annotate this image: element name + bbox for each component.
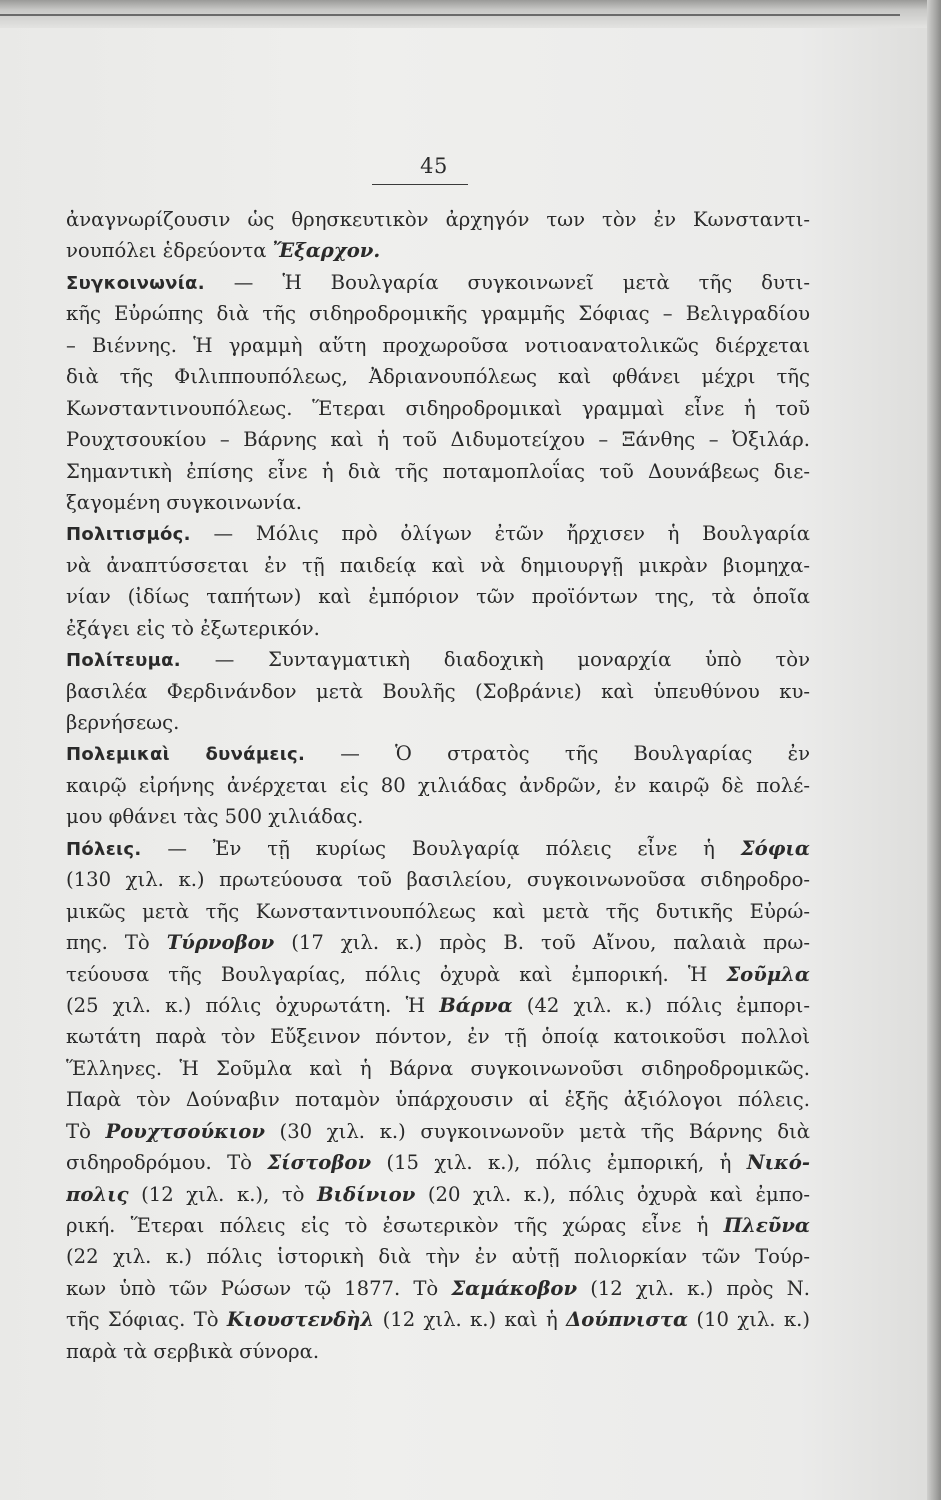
text-line bbox=[66, 1241, 810, 1272]
text-line bbox=[66, 267, 810, 298]
text-run: ξαγομένη συγκοινωνία. bbox=[66, 490, 302, 514]
text-line bbox=[66, 896, 810, 927]
text-run: τῆς Σόφιας. Τὸ bbox=[66, 1308, 227, 1332]
text-line bbox=[66, 361, 810, 392]
text-run: μου φθάνει τὰς 500 χιλιάδας. bbox=[66, 805, 364, 829]
text-run: κων ὑπὸ τῶν Ρώσων τῷ 1877. Τὸ bbox=[66, 1276, 452, 1300]
text-line bbox=[66, 1304, 810, 1335]
text-run: — Συνταγματικὴ διαδοχικὴ μοναρχία ὑπὸ τὸν bbox=[180, 648, 810, 672]
emphasized-name: Βάρνα bbox=[439, 993, 513, 1017]
text-run: Ρουχτσουκίου – Βάρνης καὶ ἡ τοῦ Διδυμοτείχου – Ξάνθης – Ὀξιλάρ. bbox=[66, 428, 810, 452]
text-line bbox=[66, 456, 810, 487]
text-line bbox=[66, 613, 810, 644]
text-run: νουπόλει ἑδρεύοντα bbox=[66, 239, 273, 263]
text-line bbox=[66, 550, 810, 581]
text-run: (30 χιλ. κ.) συγκοινωνοῦν μετὰ τῆς Βάρνης διὰ bbox=[264, 1119, 810, 1143]
section-heading: Πολεμικαὶ δυνάμεις. bbox=[66, 744, 306, 766]
text-line bbox=[66, 424, 810, 455]
text-run: (20 χιλ. κ.), πόλις ὀχυρὰ καὶ ἐμπο- bbox=[415, 1182, 810, 1206]
text-run: βασιλέα Φερδινάνδον μετὰ Βουλῆς (Σοβράνιε) καὶ ὑπευθύνου κυ- bbox=[66, 679, 810, 703]
text-run: ἐξάγει εἰς τὸ ἐξωτερικόν. bbox=[66, 616, 320, 640]
text-run: νίαν (ἰδίως ταπήτων) καὶ ἐμπόριον τῶν προϊόντων της, τὰ ὁποῖα bbox=[66, 585, 810, 609]
section-heading: Συγκοινωνία. bbox=[66, 272, 205, 294]
text-run: Ἕλληνες. Ἡ Σοῦμλα καὶ ἡ Βάρνα συγκοινωνοῦσι σιδηροδρομικῶς. bbox=[66, 1056, 810, 1080]
text-line bbox=[66, 1147, 810, 1178]
text-line bbox=[66, 235, 810, 266]
text-line bbox=[66, 581, 810, 612]
text-line bbox=[66, 644, 810, 675]
text-line bbox=[66, 487, 810, 518]
emphasized-name: Ρουχτσούκιον bbox=[105, 1119, 265, 1143]
text-run: νὰ ἀναπτύσσεται ἐν τῇ παιδείᾳ καὶ νὰ δημιουργῇ μικρὰν βιομηχα- bbox=[66, 553, 810, 577]
text-line bbox=[66, 204, 810, 235]
text-line bbox=[66, 864, 810, 895]
section-heading: Πολίτευμα. bbox=[66, 650, 181, 672]
text-line bbox=[66, 959, 810, 990]
text-run: (130 χιλ. κ.) πρωτεύουσα τοῦ βασιλείου, συγκοινωνοῦσα σιδηροδρο- bbox=[66, 868, 810, 892]
top-border-line bbox=[0, 14, 900, 16]
text-run: Παρὰ τὸν Δούναβιν ποταμὸν ὑπάρχουσιν αἱ ἑξῆς ἀξιόλογοι πόλεις. bbox=[66, 1088, 810, 1112]
text-run: πης. Τὸ bbox=[66, 931, 167, 955]
text-run: διὰ τῆς Φιλιππουπόλεως, Ἀδριανουπόλεως καὶ φθάνει μέχρι τῆς bbox=[66, 365, 810, 389]
emphasized-name: Σοῦμλα bbox=[726, 962, 810, 986]
text-line bbox=[66, 330, 810, 361]
emphasized-name: Νικό- bbox=[746, 1151, 810, 1175]
text-line bbox=[66, 707, 810, 738]
text-line bbox=[66, 393, 810, 424]
text-run: — Ἐν τῇ κυρίως Βουλγαρίᾳ πόλεις εἶνε ἡ bbox=[141, 836, 741, 860]
text-line bbox=[66, 1273, 810, 1304]
text-line bbox=[66, 1210, 810, 1241]
text-run: (17 χιλ. κ.) πρὸς Β. τοῦ Αἴνου, παλαιὰ πρω- bbox=[274, 931, 810, 955]
text-run: (12 χιλ. κ.), τὸ bbox=[128, 1182, 317, 1206]
emphasized-name: Σίστοβον bbox=[267, 1151, 372, 1175]
text-run: ἀναγνωρίζουσιν ὡς θρησκευτικὸν ἀρχηγόν των τὸν ἐν Κωνσταντι- bbox=[66, 208, 810, 231]
text-run: κωτάτη παρὰ τὸν Εὔξεινον πόντον, ἐν τῇ ὁποίᾳ κατοικοῦσι πολλοὶ bbox=[66, 1025, 810, 1049]
emphasized-name: Δούπνιστα bbox=[566, 1308, 689, 1332]
emphasized-name: Ἔξαρχον. bbox=[272, 239, 381, 263]
emphasized-name: πολις bbox=[66, 1182, 129, 1206]
text-line bbox=[66, 676, 810, 707]
text-line bbox=[66, 990, 810, 1021]
emphasized-name: Βιδίνιον bbox=[317, 1182, 416, 1206]
text-run: (10 χιλ. κ.) bbox=[688, 1308, 810, 1332]
text-run: κῆς Εὐρώπης διὰ τῆς σιδηροδρομικῆς γραμμῆς Σόφιας – Βελιγραδίου bbox=[66, 302, 810, 326]
text-run: ρική. Ἕτεραι πόλεις εἰς τὸ ἐσωτερικὸν τῆς χώρας εἶνε ἡ bbox=[66, 1214, 724, 1237]
text-run: τεύουσα τῆς Βουλγαρίας, πόλις ὀχυρὰ καὶ ἐμπορική. Ἡ bbox=[66, 962, 727, 986]
emphasized-name: Σόφια bbox=[740, 836, 810, 860]
text-line bbox=[66, 298, 810, 329]
text-run: Τὸ bbox=[66, 1119, 106, 1143]
emphasized-name: Σαμάκοβον bbox=[451, 1276, 578, 1300]
section-heading: Πολιτισμός. bbox=[66, 524, 191, 546]
text-run: καιρῷ εἰρήνης ἀνέρχεται εἰς 80 χιλιάδας ἀνδρῶν, ἐν καιρῷ δὲ πολέ- bbox=[66, 773, 810, 797]
text-line bbox=[66, 1084, 810, 1115]
page-number-rule bbox=[372, 184, 468, 185]
text-line bbox=[66, 1021, 810, 1052]
text-run: (25 χιλ. κ.) πόλις ὀχυρωτάτη. Ἡ bbox=[66, 993, 440, 1017]
text-run: μικῶς μετὰ τῆς Κωνσταντινουπόλεως καὶ μετὰ τῆς δυτικῆς Εὐρώ- bbox=[66, 899, 810, 923]
text-run: (42 χιλ. κ.) πόλις ἐμπορι- bbox=[512, 993, 810, 1017]
text-run: βερνήσεως. bbox=[66, 711, 180, 734]
text-run: — Ὁ στρατὸς τῆς Βουλγαρίας ἐν bbox=[305, 742, 810, 766]
text-run: σιδηροδρόμου. Τὸ bbox=[66, 1151, 268, 1175]
emphasized-name: Κιουστενδὴλ bbox=[226, 1308, 375, 1332]
text-run: (15 χιλ. κ.), πόλις ἐμπορική, ἡ bbox=[371, 1151, 747, 1175]
text-run: Σημαντικὴ ἐπίσης εἶνε ἡ διὰ τῆς ποταμοπλοΐας τοῦ Δουνάβεως διε- bbox=[66, 459, 810, 483]
text-line bbox=[66, 518, 810, 549]
text-run: παρὰ τὰ σερβικὰ σύνορα. bbox=[66, 1339, 320, 1363]
text-line bbox=[66, 801, 810, 832]
text-line bbox=[66, 770, 810, 801]
text-line bbox=[66, 1053, 810, 1084]
text-run: — Μόλις πρὸ ὀλίγων ἐτῶν ἤρχισεν ἡ Βουλγαρία bbox=[190, 522, 810, 546]
text-run: Κωνσταντινουπόλεως. Ἕτεραι σιδηροδρομικαὶ γραμμαὶ εἶνε ἡ τοῦ bbox=[66, 396, 810, 420]
text-line bbox=[66, 1116, 810, 1147]
emphasized-name: Τύρνοβον bbox=[166, 931, 275, 955]
text-run: (12 χιλ. κ.) καὶ ἡ bbox=[374, 1308, 567, 1332]
page-right-edge bbox=[927, 0, 941, 1500]
text-line bbox=[66, 1336, 810, 1367]
emphasized-name: Πλεῦνα bbox=[723, 1214, 810, 1237]
body-text bbox=[66, 204, 810, 1367]
text-line bbox=[66, 833, 810, 864]
text-line bbox=[66, 1179, 810, 1210]
text-run: (12 χιλ. κ.) πρὸς Ν. bbox=[577, 1276, 810, 1300]
text-line bbox=[66, 927, 810, 958]
text-run: – Βιέννης. Ἡ γραμμὴ αὕτη προχωροῦσα νοτιοανατολικῶς διέρχεται bbox=[66, 333, 810, 357]
text-line bbox=[66, 738, 810, 769]
text-run: — Ἡ Βουλγαρία συγκοινωνεῖ μετὰ τῆς δυτι- bbox=[204, 270, 810, 294]
section-heading: Πόλεις. bbox=[66, 838, 142, 860]
page-number: 45 bbox=[420, 154, 448, 178]
text-run: (22 χιλ. κ.) πόλις ἱστορικὴ διὰ τὴν ἐν αὐτῇ πολιορκίαν τῶν Τούρ- bbox=[66, 1245, 810, 1269]
